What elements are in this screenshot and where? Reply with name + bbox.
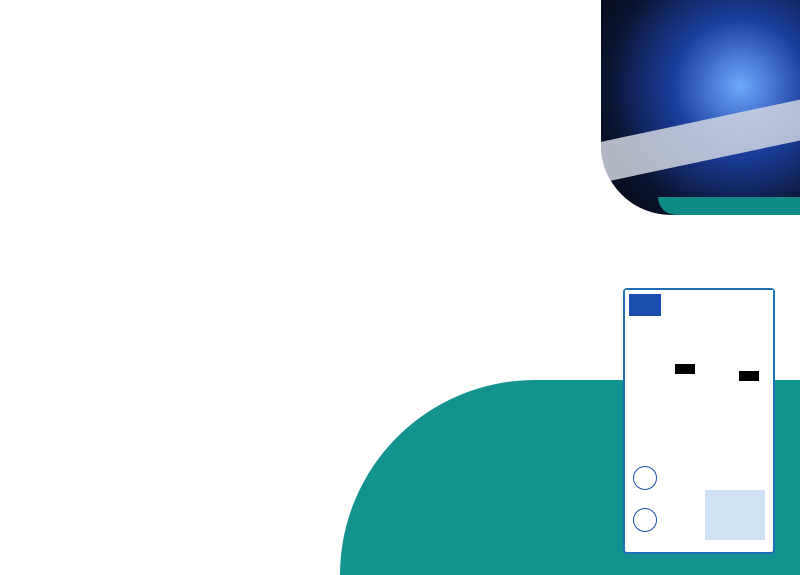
energy-label <box>623 288 775 554</box>
speaker-icon <box>633 466 657 490</box>
color-swatch <box>264 540 274 550</box>
cooling-rating-indicator <box>675 364 695 374</box>
eu-flag-icon <box>629 294 661 316</box>
teal-accent <box>658 197 800 215</box>
color-swatches <box>226 535 278 554</box>
color-swatch <box>226 540 236 550</box>
table-header <box>58 18 330 30</box>
europe-map <box>705 490 765 540</box>
energy-class-banner <box>358 425 380 463</box>
color-swatch <box>245 540 255 550</box>
speaker-icon <box>633 508 657 532</box>
heating-rating-indicator <box>739 371 759 381</box>
ionizer-photo <box>601 0 800 215</box>
